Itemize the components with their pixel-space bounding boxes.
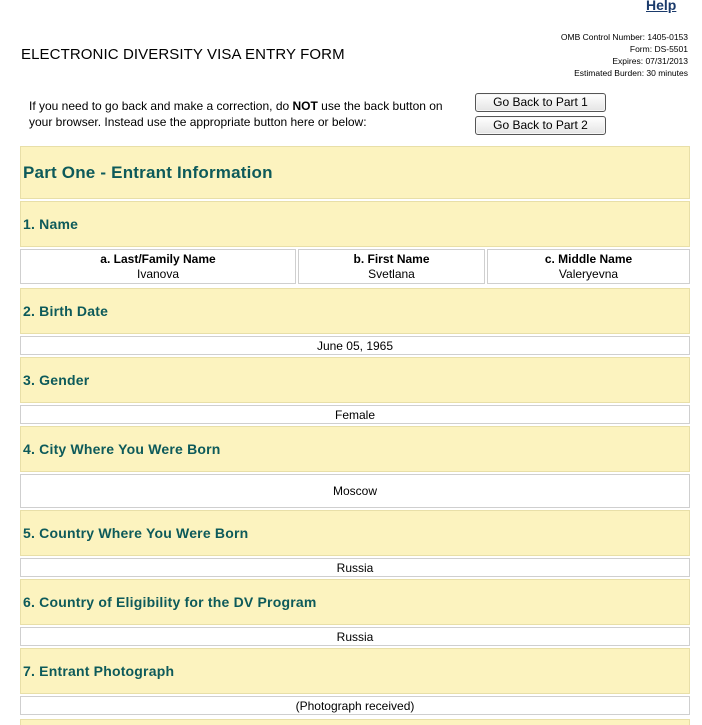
photograph-value: (Photograph received) bbox=[20, 696, 690, 715]
part-one-header: Part One - Entrant Information bbox=[20, 146, 690, 199]
next-section-header-edge bbox=[20, 719, 690, 725]
gender-value: Female bbox=[20, 405, 690, 424]
birth-country-value: Russia bbox=[20, 558, 690, 577]
section-photograph-header: 7. Entrant Photograph bbox=[20, 648, 690, 694]
section-birth-city-header: 4. City Where You Were Born bbox=[20, 426, 690, 472]
birth-city-value: Moscow bbox=[20, 474, 690, 508]
omb-form: Form: DS-5501 bbox=[629, 44, 688, 54]
first-name-cell bbox=[298, 249, 485, 284]
omb-info bbox=[561, 31, 688, 79]
first-name-label: b. First Name bbox=[353, 251, 430, 266]
go-back-part1-button[interactable]: Go Back to Part 1 bbox=[475, 93, 606, 112]
instructions-before: If you need to go back and make a correction, do bbox=[29, 99, 293, 113]
help-link[interactable]: Help bbox=[646, 0, 677, 13]
middle-name-label: c. Middle Name bbox=[544, 251, 633, 266]
page-title: ELECTRONIC DIVERSITY VISA ENTRY FORM bbox=[21, 46, 345, 63]
section-birth-date-header: 2. Birth Date bbox=[20, 288, 690, 334]
instructions-after: use the back button on your browser. Instead use the appropriate button here or below: bbox=[29, 99, 443, 129]
entry-form bbox=[20, 146, 690, 717]
section-name-header: 1. Name bbox=[20, 201, 690, 247]
omb-expires: Expires: 07/31/2013 bbox=[612, 56, 688, 66]
birth-date-value: June 05, 1965 bbox=[20, 336, 690, 355]
middle-name-value: Valeryevna bbox=[558, 266, 619, 281]
omb-burden: Estimated Burden: 30 minutes bbox=[574, 68, 688, 78]
last-name-label: a. Last/Family Name bbox=[100, 251, 216, 266]
section-birth-country-header: 5. Country Where You Were Born bbox=[20, 510, 690, 556]
omb-control-number: OMB Control Number: 1405-0153 bbox=[560, 32, 688, 42]
section-gender-header: 3. Gender bbox=[20, 357, 690, 403]
first-name-value: Svetlana bbox=[368, 266, 415, 281]
name-row bbox=[20, 249, 690, 284]
last-name-value: Ivanova bbox=[136, 266, 180, 281]
middle-name-cell bbox=[487, 249, 690, 284]
go-back-part2-button[interactable]: Go Back to Part 2 bbox=[475, 116, 606, 135]
last-name-cell bbox=[20, 249, 296, 284]
section-eligibility-country-header: 6. Country of Eligibility for the DV Program bbox=[20, 579, 690, 625]
instructions-text bbox=[29, 98, 459, 130]
eligibility-country-value: Russia bbox=[20, 627, 690, 646]
instructions-emphasis: NOT bbox=[292, 99, 318, 113]
